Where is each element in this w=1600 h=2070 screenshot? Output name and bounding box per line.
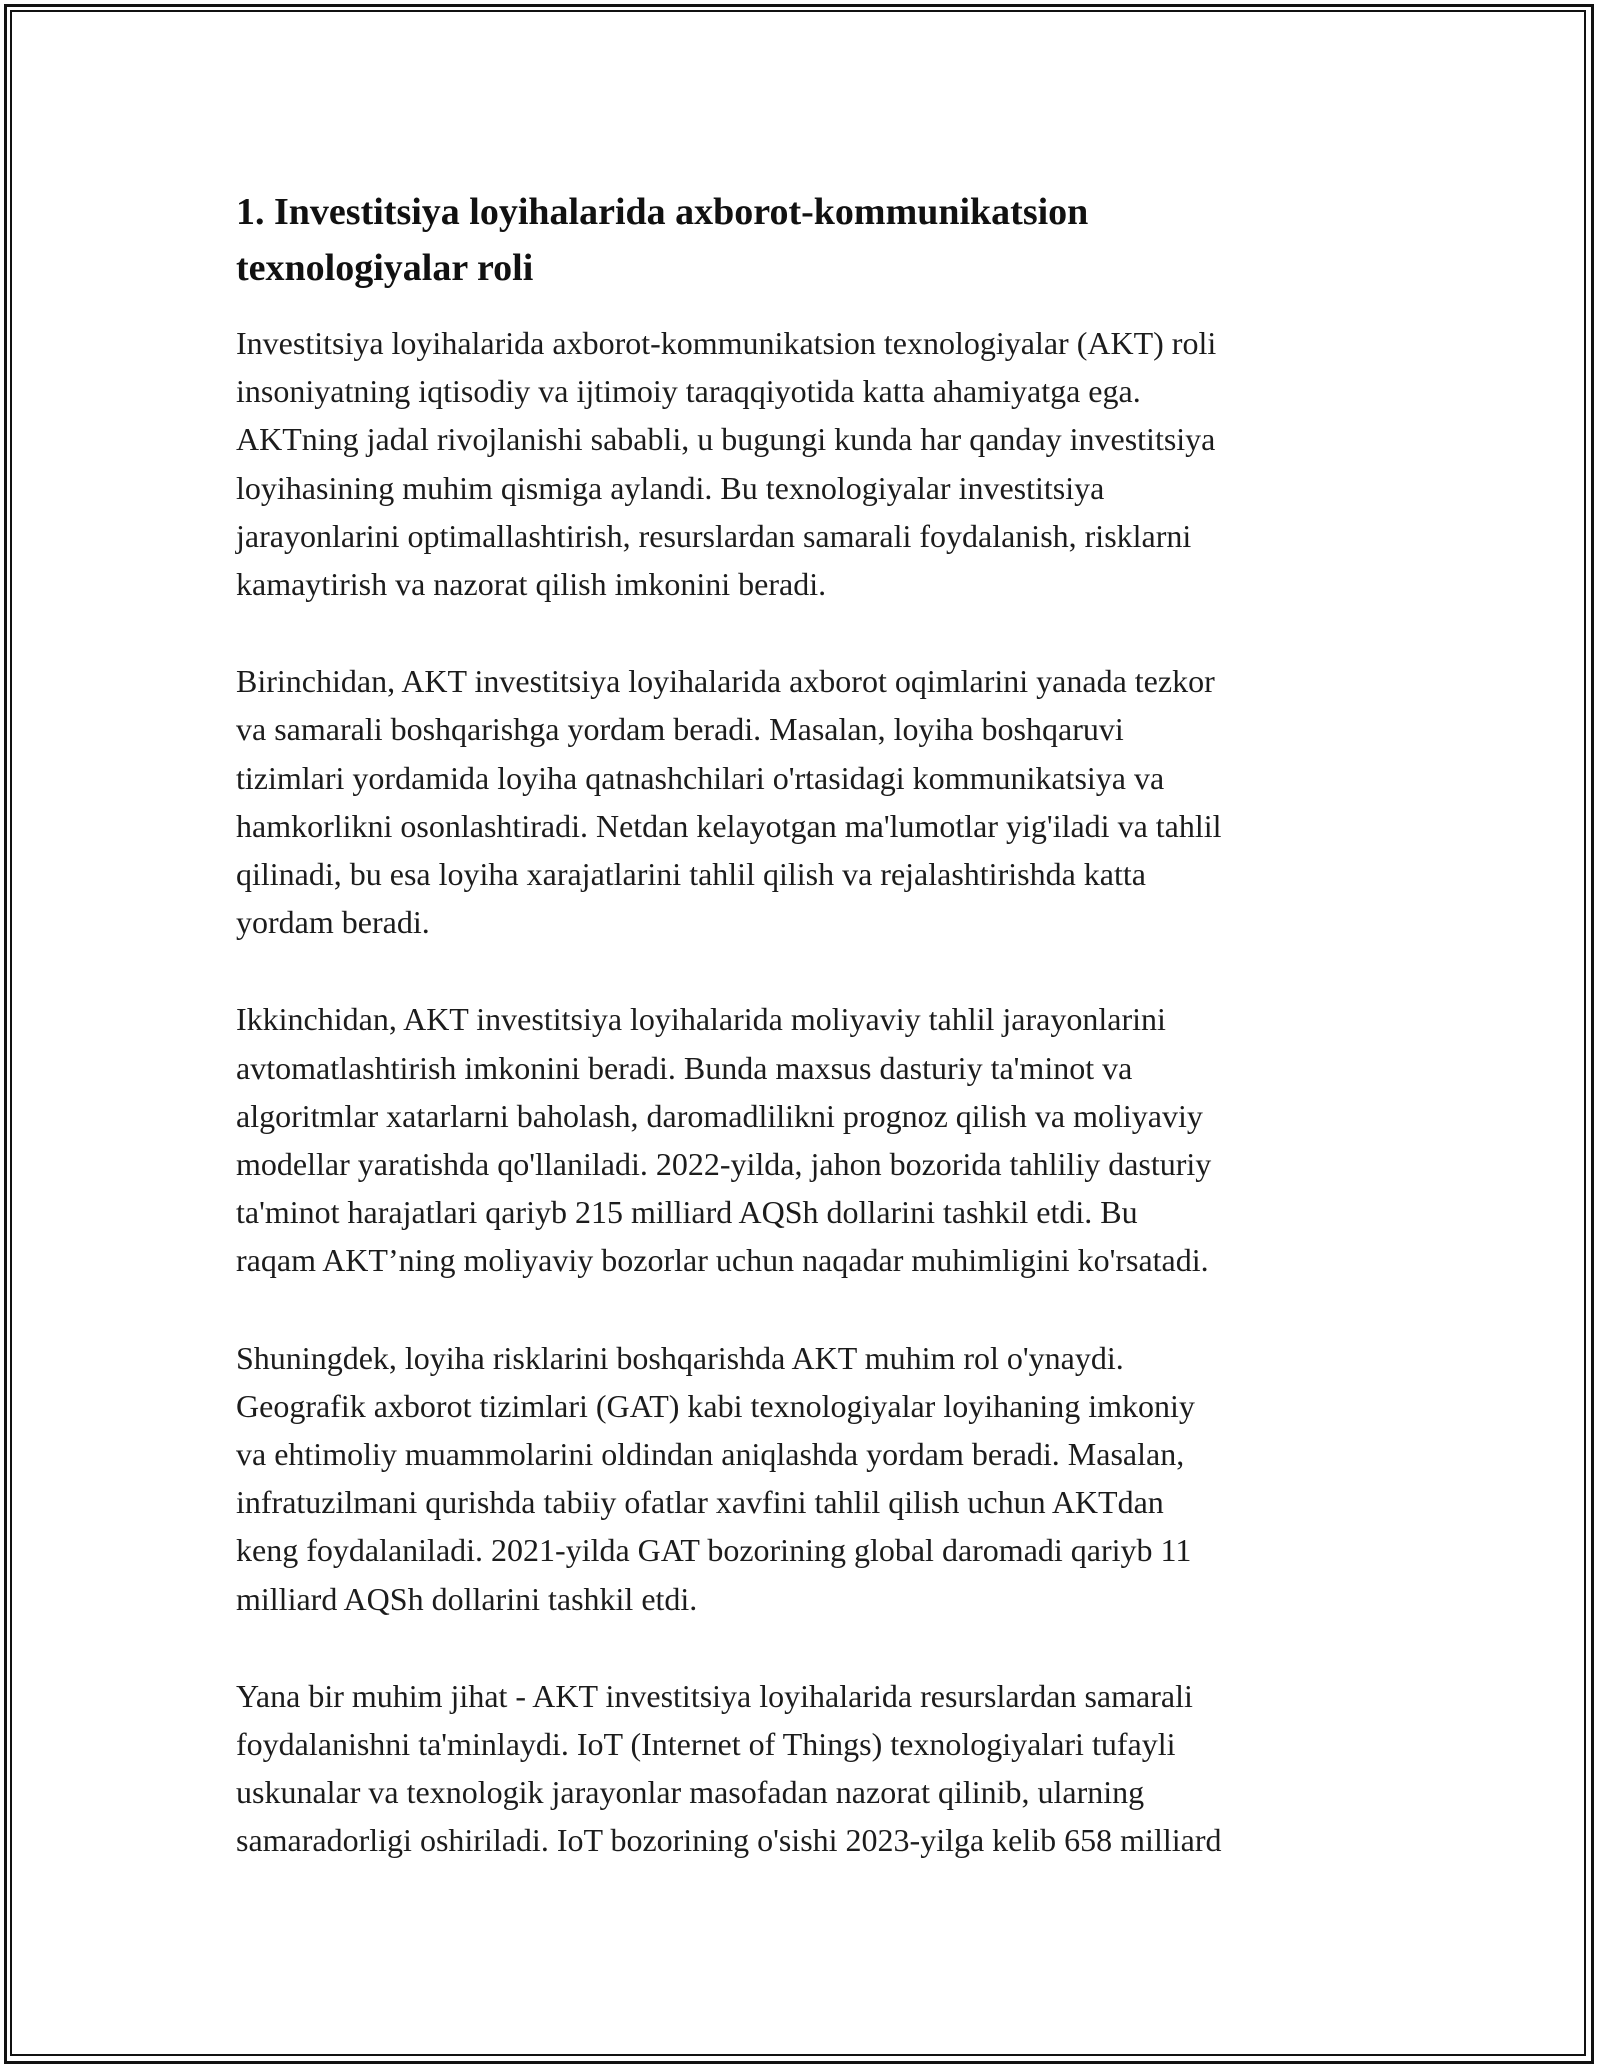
text-line: Shuningdek, loyiha risklarini boshqarishda AKT muhim rol o'ynaydi. bbox=[236, 1339, 1124, 1376]
paragraph-third bbox=[236, 1334, 1376, 1623]
text-line: algoritmlar xatarlarni baholash, daromadlilikni prognoz qilish va moliyaviy bbox=[236, 1097, 1203, 1134]
heading-line: texnologiyalar roli bbox=[236, 247, 534, 289]
text-line: tizimlari yordamida loyiha qatnashchilari o'rtasidagi kommunikatsiya va bbox=[236, 759, 1165, 796]
text-line: va ehtimoliy muammolarini oldindan aniqlashda yordam beradi. Masalan, bbox=[236, 1436, 1185, 1473]
text-line: foydalanishni ta'minlaydi. IoT (Internet of Things) texnologiyalari tufayli bbox=[236, 1726, 1176, 1763]
text-line: hamkorlikni osonlashtiradi. Netdan kelayotgan ma'lumotlar yig'iladi va tahlil bbox=[236, 807, 1222, 844]
text-line: insoniyatning iqtisodiy va ijtimoiy taraqqiyotida katta ahamiyatga ega. bbox=[236, 373, 1141, 410]
text-line: keng foydalaniladi. 2021-yilda GAT bozorining global daromadi qariyb 11 bbox=[236, 1532, 1192, 1569]
text-line: ta'minot harajatlari qariyb 215 milliard AQSh dollarini tashkil etdi. Bu bbox=[236, 1194, 1138, 1231]
text-line: raqam AKT’ning moliyaviy bozorlar uchun naqadar muhimligini ko'rsatadi. bbox=[236, 1242, 1209, 1279]
text-line: infratuzilmani qurishda tabiiy ofatlar xavfini tahlil qilish uchun AKTdan bbox=[236, 1484, 1164, 1521]
text-line: AKTning jadal rivojlanishi sababli, u bugungi kunda har qanday investitsiya bbox=[236, 421, 1216, 458]
text-line: kamaytirish va nazorat qilish imkonini beradi. bbox=[236, 566, 827, 603]
text-line: Ikkinchidan, AKT investitsiya loyihalarida moliyaviy tahlil jarayonlarini bbox=[236, 1001, 1166, 1038]
text-line: samaradorligi oshiriladi. IoT bozorining o'sishi 2023-yilga kelib 658 milliard bbox=[236, 1822, 1222, 1859]
text-line: jarayonlarini optimallashtirish, resurslardan samarali foydalanish, risklarni bbox=[236, 517, 1192, 554]
document-body bbox=[236, 184, 1376, 1914]
text-line: Geografik axborot tizimlari (GAT) kabi texnologiyalar loyihaning imkoniy bbox=[236, 1387, 1195, 1424]
paragraph-first bbox=[236, 657, 1376, 946]
text-line: Yana bir muhim jihat - AKT investitsiya loyihalarida resurslardan samarali bbox=[236, 1677, 1193, 1714]
section-heading bbox=[236, 184, 1376, 296]
text-line: Birinchidan, AKT investitsiya loyihalarida axborot oqimlarini yanada tezkor bbox=[236, 663, 1215, 700]
text-line: modellar yaratishda qo'llaniladi. 2022-yilda, jahon bozorida tahliliy dasturiy bbox=[236, 1146, 1212, 1183]
text-line: va samarali boshqarishga yordam beradi. Masalan, loyiha boshqaruvi bbox=[236, 711, 1124, 748]
text-line: Investitsiya loyihalarida axborot-kommunikatsion texnologiyalar (AKT) roli bbox=[236, 325, 1217, 361]
paragraph-second bbox=[236, 995, 1376, 1284]
paragraph-intro bbox=[236, 319, 1376, 608]
text-line: milliard AQSh dollarini tashkil etdi. bbox=[236, 1580, 698, 1617]
text-line: uskunalar va texnologik jarayonlar masofadan nazorat qilinib, ularning bbox=[236, 1774, 1145, 1811]
paragraph-list bbox=[236, 319, 1376, 1865]
text-line: yordam beradi. bbox=[236, 904, 430, 941]
text-line: qilinadi, bu esa loyiha xarajatlarini tahlil qilish va rejalashtirishda katta bbox=[236, 856, 1146, 893]
text-line: avtomatlashtirish imkonini beradi. Bunda maxsus dasturiy ta'minot va bbox=[236, 1049, 1133, 1086]
paragraph-fourth bbox=[236, 1672, 1376, 1865]
text-line: loyihasining muhim qismiga aylandi. Bu texnologiyalar investitsiya bbox=[236, 469, 1105, 506]
heading-line: 1. Investitsiya loyihalarida axborot-kommunikatsion bbox=[236, 191, 1089, 233]
